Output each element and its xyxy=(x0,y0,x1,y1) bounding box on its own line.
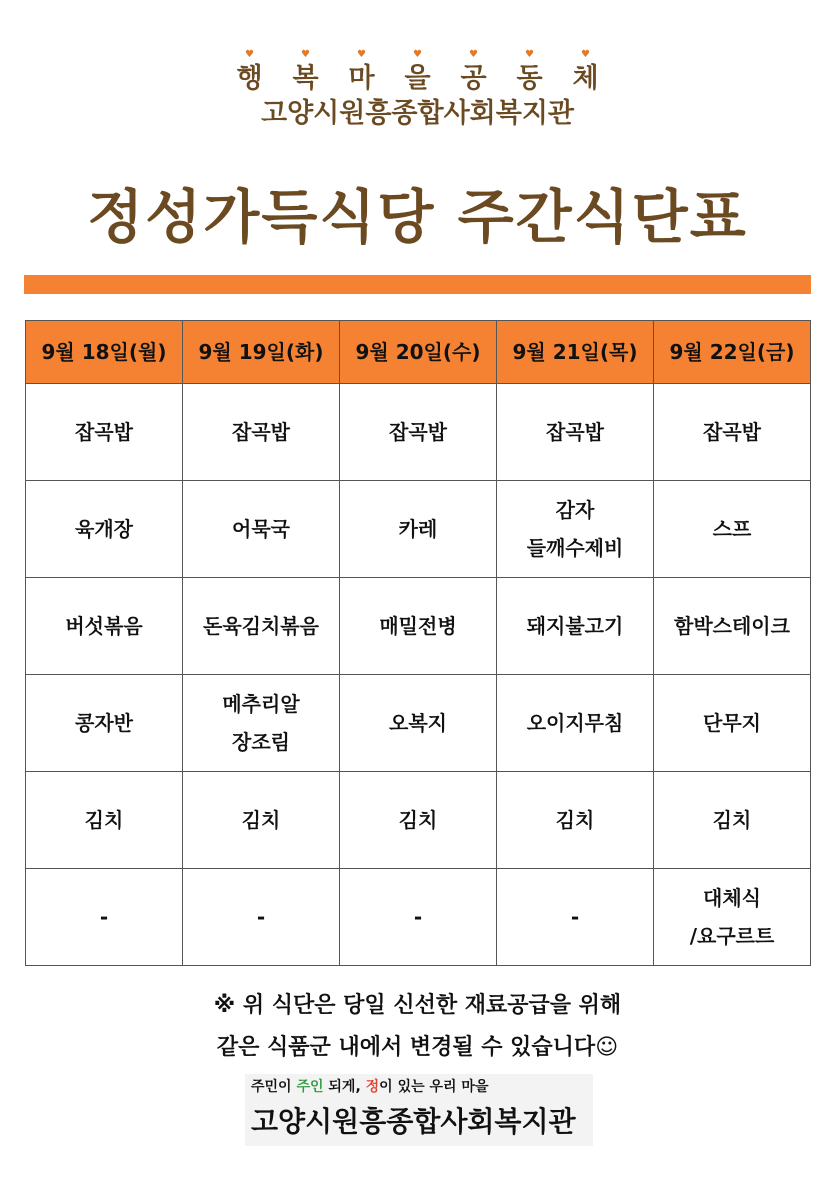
orange-divider xyxy=(24,275,811,294)
day-header: 9월 18일(월) xyxy=(26,321,183,384)
table-row xyxy=(26,675,811,772)
menu-cell-line: - xyxy=(256,905,266,929)
menu-cell-line: 들깨수제비 xyxy=(526,536,624,560)
menu-cell xyxy=(340,481,497,578)
menu-cell-line: 육개장 xyxy=(75,517,133,541)
day-header: 9월 20일(수) xyxy=(340,321,497,384)
heart-icon: ♥ xyxy=(357,49,366,60)
menu-cell xyxy=(26,481,183,578)
day-header: 9월 22일(금) xyxy=(654,321,811,384)
heart-icon: ♥ xyxy=(245,49,254,60)
table-row xyxy=(26,481,811,578)
menu-cell-line: 카레 xyxy=(398,517,438,541)
menu-cell-line: 메추리알 xyxy=(222,692,300,716)
menu-cell xyxy=(340,869,497,966)
menu-cell-line: 대체식 xyxy=(703,886,761,910)
notice-line-1: ※ 위 식단은 당일 신선한 재료공급을 위해 xyxy=(213,993,622,1018)
table-row xyxy=(26,772,811,869)
menu-cell xyxy=(654,384,811,481)
menu-cell xyxy=(183,772,340,869)
menu-cell-line: - xyxy=(99,905,109,929)
menu-cell-line: 김치 xyxy=(84,808,124,832)
menu-cell xyxy=(183,675,340,772)
menu-cell xyxy=(183,481,340,578)
footer-tagline: 주민이 주인 되게, 정이 있는 우리 마을 xyxy=(251,1079,489,1095)
org-name-header: 고양시원흥종합사회복지관 xyxy=(261,98,574,129)
menu-cell xyxy=(183,869,340,966)
menu-cell-line: 돈육김치볶음 xyxy=(203,614,319,638)
menu-cell-line: 매밀전병 xyxy=(379,614,457,638)
menu-cell-line: - xyxy=(413,905,423,929)
table-header-row xyxy=(26,321,811,384)
table-row xyxy=(26,869,811,966)
menu-cell-line: 오복지 xyxy=(389,711,447,735)
menu-cell xyxy=(497,772,654,869)
menu-cell xyxy=(183,384,340,481)
menu-cell-line: 함박스테이크 xyxy=(674,614,790,638)
menu-cell-line: 김치 xyxy=(712,808,752,832)
menu-cell xyxy=(340,384,497,481)
menu-cell-line: 잡곡밥 xyxy=(75,420,133,444)
day-header: 9월 19일(화) xyxy=(183,321,340,384)
menu-cell xyxy=(497,384,654,481)
menu-cell-line: 오이지무침 xyxy=(526,711,624,735)
slogan xyxy=(0,49,835,96)
menu-cell-line: 콩자반 xyxy=(75,711,133,735)
menu-cell xyxy=(340,772,497,869)
slogan-char: ♥ 체 xyxy=(572,49,599,94)
heart-icon: ♥ xyxy=(581,49,590,60)
menu-cell-line: 잡곡밥 xyxy=(232,420,290,444)
slogan-char: ♥ 동 xyxy=(516,49,543,94)
menu-cell-line: 스프 xyxy=(712,517,752,541)
table-row xyxy=(26,384,811,481)
heart-icon: ♥ xyxy=(469,49,478,60)
heart-icon: ♥ xyxy=(413,49,422,60)
menu-cell-line: /요구르트 xyxy=(689,924,775,948)
menu-cell xyxy=(340,675,497,772)
menu-cell xyxy=(26,869,183,966)
menu-cell-line: 김치 xyxy=(398,808,438,832)
menu-cell xyxy=(497,675,654,772)
notice-line-2: 같은 식품군 내에서 변경될 수 있습니다☺ xyxy=(216,1035,619,1060)
menu-cell-line: 잡곡밥 xyxy=(389,420,447,444)
page-title: 정성가득식당 주간식단표 xyxy=(87,183,748,251)
menu-cell-line: 잡곡밥 xyxy=(546,420,604,444)
notice xyxy=(0,985,835,1069)
menu-cell xyxy=(654,481,811,578)
footer-logo xyxy=(245,1074,593,1146)
day-header: 9월 21일(목) xyxy=(497,321,654,384)
menu-cell-line: 잡곡밥 xyxy=(703,420,761,444)
menu-cell-line: - xyxy=(570,905,580,929)
menu-cell xyxy=(26,772,183,869)
menu-cell-line: 김치 xyxy=(555,808,595,832)
menu-cell-line: 김치 xyxy=(241,808,281,832)
slogan-char: ♥ 공 xyxy=(460,49,487,94)
heart-icon: ♥ xyxy=(525,49,534,60)
menu-cell xyxy=(26,578,183,675)
menu-body xyxy=(26,384,811,966)
menu-cell-line: 감자 xyxy=(555,498,595,522)
menu-cell xyxy=(654,772,811,869)
slogan-chars xyxy=(225,49,611,96)
menu-cell-line: 단무지 xyxy=(703,711,761,735)
menu-cell xyxy=(654,869,811,966)
menu-cell xyxy=(654,675,811,772)
heart-icon: ♥ xyxy=(301,49,310,60)
menu-cell xyxy=(26,384,183,481)
menu-cell-line: 장조림 xyxy=(232,730,290,754)
menu-cell-line: 버섯볶음 xyxy=(65,614,143,638)
menu-cell xyxy=(497,578,654,675)
weekly-menu-table xyxy=(25,320,811,966)
menu-cell xyxy=(654,578,811,675)
menu-cell-line: 어묵국 xyxy=(232,517,290,541)
slogan-char: ♥ 마 xyxy=(348,49,375,94)
menu-cell xyxy=(497,481,654,578)
menu-cell xyxy=(26,675,183,772)
slogan-char: ♥ 복 xyxy=(292,49,319,94)
menu-cell-line: 돼지불고기 xyxy=(526,614,624,638)
menu-cell xyxy=(340,578,497,675)
slogan-char: ♥ 행 xyxy=(236,49,263,94)
footer-org-name: 고양시원흥종합사회복지관 xyxy=(251,1105,576,1138)
menu-cell xyxy=(183,578,340,675)
slogan-char: ♥ 을 xyxy=(404,49,431,94)
menu-cell xyxy=(497,869,654,966)
table-row xyxy=(26,578,811,675)
